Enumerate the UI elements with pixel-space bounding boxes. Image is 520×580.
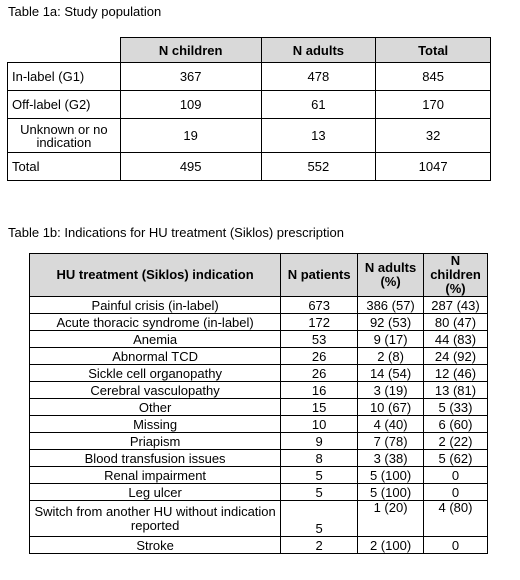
cell-indication: Renal impairment (30, 467, 281, 484)
table-row (8, 153, 491, 181)
cell-indication: Missing (30, 416, 281, 433)
cell-n-children: 5 (62) (424, 450, 488, 467)
cell-total: 170 (376, 91, 491, 119)
table-row (30, 501, 488, 537)
cell-indication: Abnormal TCD (30, 348, 281, 365)
cell-n-children: 495 (120, 153, 261, 181)
cell-n-children: 6 (60) (424, 416, 488, 433)
table-row (30, 297, 488, 314)
study-population-table (7, 37, 491, 181)
cell-n-patients: 172 (281, 314, 358, 331)
cell-n-patients: 10 (281, 416, 358, 433)
cell-n-adults: 61 (261, 91, 376, 119)
col-header-total: Total (376, 38, 491, 63)
col-header-indication: HU treatment (Siklos) indication (30, 254, 281, 297)
col-header-n-children: N children (%) (424, 254, 488, 297)
cell-n-patients: 26 (281, 348, 358, 365)
cell-indication: Other (30, 399, 281, 416)
row-label: In-label (G1) (8, 63, 121, 91)
cell-n-children: 0 (424, 467, 488, 484)
corner-cell (8, 38, 121, 63)
col-header-n-children: N children (120, 38, 261, 63)
cell-n-adults: 7 (78) (358, 433, 424, 450)
cell-n-patients: 5 (281, 484, 358, 501)
table-row (30, 416, 488, 433)
table-row (30, 433, 488, 450)
table-row (30, 331, 488, 348)
cell-n-children: 80 (47) (424, 314, 488, 331)
cell-n-children: 24 (92) (424, 348, 488, 365)
cell-n-children: 287 (43) (424, 297, 488, 314)
cell-n-children: 44 (83) (424, 331, 488, 348)
row-label: Total (8, 153, 121, 181)
col-header-n-adults: N adults (261, 38, 376, 63)
cell-n-adults: 2 (8) (358, 348, 424, 365)
cell-n-children: 2 (22) (424, 433, 488, 450)
cell-n-adults: 13 (261, 119, 376, 153)
cell-n-adults: 3 (38) (358, 450, 424, 467)
cell-n-adults: 1 (20) (358, 501, 424, 537)
cell-n-patients: 8 (281, 450, 358, 467)
table-row (30, 399, 488, 416)
cell-n-patients: 26 (281, 365, 358, 382)
table-row (8, 119, 491, 153)
cell-n-patients: 5 (281, 467, 358, 484)
table-row (30, 450, 488, 467)
cell-n-children: 0 (424, 484, 488, 501)
cell-indication: Cerebral vasculopathy (30, 382, 281, 399)
table-row (30, 365, 488, 382)
table-row (30, 314, 488, 331)
cell-indication: Acute thoracic syndrome (in-label) (30, 314, 281, 331)
cell-indication: Painful crisis (in-label) (30, 297, 281, 314)
cell-n-patients: 53 (281, 331, 358, 348)
cell-n-adults: 2 (100) (358, 537, 424, 554)
cell-total: 1047 (376, 153, 491, 181)
cell-n-adults: 9 (17) (358, 331, 424, 348)
cell-n-adults: 14 (54) (358, 365, 424, 382)
cell-n-children: 5 (33) (424, 399, 488, 416)
cell-n-patients: 15 (281, 399, 358, 416)
table-row (30, 484, 488, 501)
col-header-n-adults: N adults (%) (358, 254, 424, 297)
table-row (8, 63, 491, 91)
cell-indication: Blood transfusion issues (30, 450, 281, 467)
table-1b-caption: Table 1b: Indications for HU treatment (Siklos) prescription (8, 225, 344, 240)
table-row (30, 467, 488, 484)
cell-indication: Stroke (30, 537, 281, 554)
cell-n-children: 367 (120, 63, 261, 91)
cell-n-children: 0 (424, 537, 488, 554)
cell-n-children: 19 (120, 119, 261, 153)
table-1a-caption: Table 1a: Study population (8, 4, 162, 19)
cell-n-adults: 10 (67) (358, 399, 424, 416)
table-row (30, 348, 488, 365)
cell-n-adults: 552 (261, 153, 376, 181)
cell-indication: Anemia (30, 331, 281, 348)
col-header-n-patients: N patients (281, 254, 358, 297)
cell-indication: Leg ulcer (30, 484, 281, 501)
table-row (30, 537, 488, 554)
cell-n-patients: 9 (281, 433, 358, 450)
hu-indications-table (29, 253, 488, 554)
table-row (8, 91, 491, 119)
cell-indication: Switch from another HU without indication reported (30, 501, 281, 537)
cell-n-children: 4 (80) (424, 501, 488, 537)
cell-total: 32 (376, 119, 491, 153)
cell-n-adults: 92 (53) (358, 314, 424, 331)
cell-indication: Priapism (30, 433, 281, 450)
row-label: Unknown or no indication (8, 119, 121, 153)
cell-n-patients: 5 (281, 501, 358, 537)
cell-n-adults: 3 (19) (358, 382, 424, 399)
cell-n-patients: 2 (281, 537, 358, 554)
cell-n-adults: 386 (57) (358, 297, 424, 314)
cell-n-adults: 4 (40) (358, 416, 424, 433)
cell-indication: Sickle cell organopathy (30, 365, 281, 382)
cell-n-adults: 5 (100) (358, 467, 424, 484)
cell-n-adults: 478 (261, 63, 376, 91)
cell-n-children: 109 (120, 91, 261, 119)
row-label: Off-label (G2) (8, 91, 121, 119)
table-row (30, 382, 488, 399)
cell-n-children: 13 (81) (424, 382, 488, 399)
cell-total: 845 (376, 63, 491, 91)
cell-n-patients: 16 (281, 382, 358, 399)
table-header-row (30, 254, 488, 297)
cell-n-children: 12 (46) (424, 365, 488, 382)
cell-n-patients: 673 (281, 297, 358, 314)
cell-n-adults: 5 (100) (358, 484, 424, 501)
table-header-row (8, 38, 491, 63)
